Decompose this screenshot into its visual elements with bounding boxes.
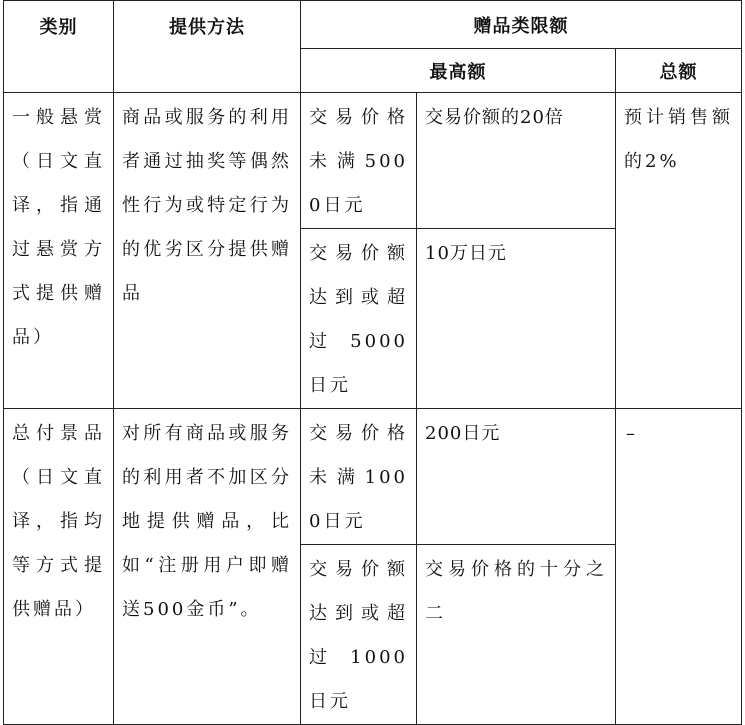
header-category: 类别 xyxy=(4,1,114,93)
category-cell: 总付景品（日文直译，指均等方式提供赠品） xyxy=(4,409,114,725)
condition-cell: 交易价格未满1000日元 xyxy=(301,409,417,545)
header-total-amount: 总额 xyxy=(616,49,742,93)
table-row xyxy=(4,409,742,545)
max-amount-cell: 交易价额的20倍 xyxy=(417,93,616,229)
total-amount-cell: – xyxy=(616,409,742,725)
condition-cell: 交易价额达到或超过5000日元 xyxy=(301,229,417,409)
method-cell: 商品或服务的利用者通过抽奖等偶然性行为或特定行为的优劣区分提供赠品 xyxy=(114,93,301,409)
method-cell: 对所有商品或服务的利用者不加区分地提供赠品，比如“注册用户即赠送500金币”。 xyxy=(114,409,301,725)
table-row xyxy=(4,93,742,229)
header-method: 提供方法 xyxy=(114,1,301,93)
max-amount-cell: 交易价格的十分之二 xyxy=(417,545,616,725)
condition-cell: 交易价额达到或超过1000日元 xyxy=(301,545,417,725)
total-amount-cell: 预计销售额的2% xyxy=(616,93,742,409)
max-amount-cell: 200日元 xyxy=(417,409,616,545)
max-amount-cell: 10万日元 xyxy=(417,229,616,409)
header-limit-group: 赠品类限额 xyxy=(301,1,742,49)
category-cell: 一般悬赏（日文直译，指通过悬赏方式提供赠品） xyxy=(4,93,114,409)
gift-limit-table xyxy=(3,0,742,725)
header-max-amount: 最高额 xyxy=(301,49,616,93)
condition-cell: 交易价格未满5000日元 xyxy=(301,93,417,229)
